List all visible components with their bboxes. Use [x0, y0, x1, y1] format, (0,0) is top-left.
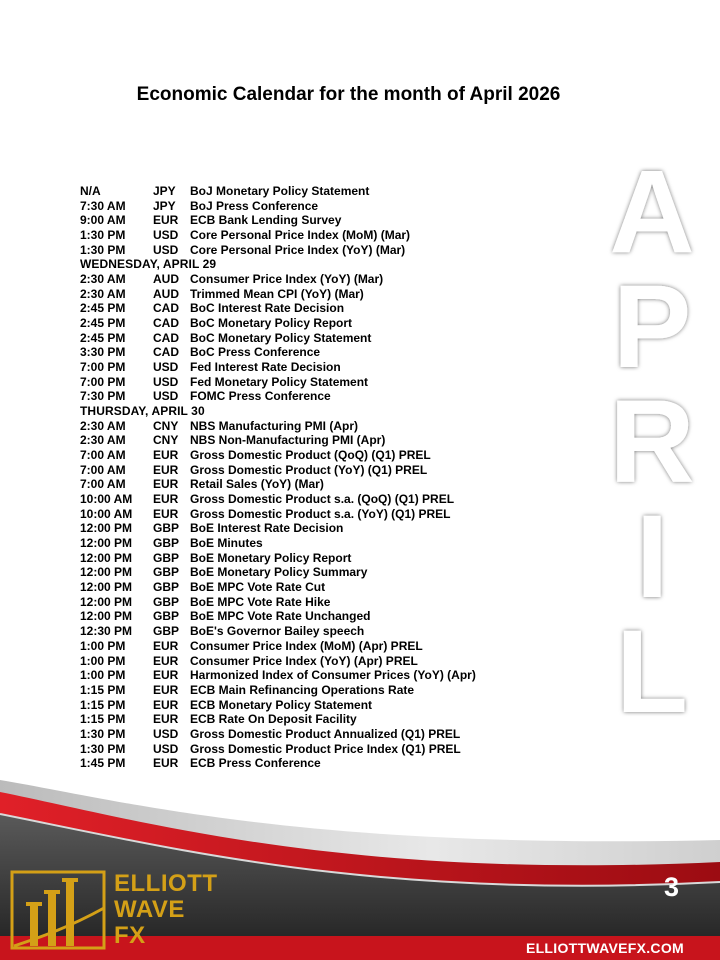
event-row	[80, 360, 620, 375]
event-row	[80, 331, 620, 346]
event-row	[80, 595, 620, 610]
event-name: Consumer Price Index (MoM) (Apr) PREL	[190, 638, 423, 653]
event-time: 10:00 AM	[80, 506, 133, 521]
page-number: 3	[664, 872, 680, 902]
event-row	[80, 345, 620, 360]
event-time: 3:30 PM	[80, 345, 126, 360]
event-time: 1:00 PM	[80, 668, 126, 683]
event-name: BoE MPC Vote Rate Unchanged	[190, 609, 371, 624]
event-time: 12:00 PM	[80, 609, 133, 624]
event-time: 7:00 AM	[80, 477, 126, 492]
event-time: 9:00 AM	[80, 213, 126, 228]
event-row	[80, 477, 620, 492]
event-currency: CAD	[153, 316, 179, 331]
event-time: 12:00 PM	[80, 550, 133, 565]
event-time: 12:00 PM	[80, 536, 133, 551]
event-currency: GBP	[153, 550, 180, 565]
event-time: 10:00 AM	[80, 492, 133, 507]
event-row	[80, 580, 620, 595]
event-name: Retail Sales (YoY) (Mar)	[190, 477, 324, 492]
page-title: Economic Calendar for the month of April 2026	[136, 84, 561, 105]
event-currency: EUR	[153, 712, 179, 727]
event-currency: CAD	[153, 330, 179, 345]
event-name: ECB Monetary Policy Statement	[190, 697, 373, 712]
event-row	[80, 492, 620, 507]
event-currency: EUR	[153, 668, 179, 683]
event-row	[80, 668, 620, 683]
event-row	[80, 609, 620, 624]
event-time: 1:15 PM	[80, 682, 126, 697]
event-row	[80, 389, 620, 404]
event-name: Trimmed Mean CPI (YoY) (Mar)	[190, 286, 364, 301]
event-name: Gross Domestic Product (YoY) (Q1) PREL	[190, 462, 428, 477]
event-name: BoC Monetary Policy Statement	[190, 330, 372, 345]
event-name: Gross Domestic Product Price Index (Q1) PREL	[190, 741, 461, 756]
event-currency: EUR	[153, 697, 179, 712]
website-link[interactable]: ELLIOTTWAVEFX.COM	[525, 940, 684, 956]
event-currency: CAD	[153, 301, 179, 316]
event-time: 1:30 PM	[80, 242, 126, 257]
event-time: 7:00 PM	[80, 374, 126, 389]
calendar-list	[80, 184, 620, 771]
event-currency: CAD	[153, 345, 179, 360]
event-row	[80, 287, 620, 302]
day-header: WEDNESDAY, APRIL 29	[80, 257, 217, 272]
event-row	[80, 463, 620, 478]
brand-logo	[8, 868, 230, 952]
event-name: BoE MPC Vote Rate Cut	[190, 580, 326, 595]
event-currency: GBP	[153, 565, 180, 580]
event-name: Consumer Price Index (YoY) (Mar)	[190, 272, 384, 287]
event-currency: CNY	[153, 418, 179, 433]
event-currency: EUR	[153, 213, 179, 228]
event-name: ECB Main Refinancing Operations Rate	[190, 682, 415, 697]
event-name: Gross Domestic Product Annualized (Q1) PREL	[190, 726, 461, 741]
event-row	[80, 184, 620, 199]
event-currency: EUR	[153, 756, 179, 771]
event-time: 12:00 PM	[80, 521, 133, 536]
day-header: THURSDAY, APRIL 30	[80, 404, 205, 419]
event-currency: EUR	[153, 653, 179, 668]
month-letter: I	[635, 491, 669, 623]
event-row	[80, 536, 620, 551]
month-letter: P	[612, 261, 692, 393]
event-currency: USD	[153, 389, 179, 404]
event-row	[80, 565, 620, 580]
event-time: 12:00 PM	[80, 594, 133, 609]
event-row	[80, 433, 620, 448]
event-currency: EUR	[153, 477, 179, 492]
event-row	[80, 228, 620, 243]
event-currency: GBP	[153, 624, 180, 639]
event-currency: EUR	[153, 682, 179, 697]
event-row	[80, 243, 620, 258]
event-time: 12:30 PM	[80, 624, 133, 639]
event-time: 12:00 PM	[80, 565, 133, 580]
event-row	[80, 301, 620, 316]
event-currency: GBP	[153, 521, 180, 536]
event-currency: USD	[153, 242, 179, 257]
event-name: ECB Rate On Deposit Facility	[190, 712, 357, 727]
event-name: NBS Manufacturing PMI (Apr)	[190, 418, 358, 433]
event-name: BoE's Governor Bailey speech	[190, 624, 365, 639]
event-time: 2:45 PM	[80, 330, 126, 345]
event-currency: GBP	[153, 594, 180, 609]
event-currency: EUR	[153, 448, 179, 463]
event-time: 7:00 AM	[80, 448, 126, 463]
event-name: BoC Monetary Policy Report	[190, 316, 353, 331]
event-name: BoE MPC Vote Rate Hike	[190, 594, 331, 609]
event-name: FOMC Press Conference	[190, 389, 331, 404]
event-time: 7:30 PM	[80, 389, 126, 404]
event-currency: EUR	[153, 638, 179, 653]
event-name: BoE Minutes	[190, 536, 263, 551]
logo-line-2: WAVE	[114, 896, 185, 923]
event-row	[80, 624, 620, 639]
event-time: N/A	[80, 184, 101, 198]
logo-line-1: ELLIOTT	[114, 870, 218, 897]
event-time: 7:00 PM	[80, 360, 126, 375]
event-currency: JPY	[153, 184, 176, 198]
event-currency: EUR	[153, 462, 179, 477]
event-row	[80, 272, 620, 287]
event-name: Fed Interest Rate Decision	[190, 360, 341, 375]
month-letter: R	[609, 376, 695, 508]
event-name: Fed Monetary Policy Statement	[190, 374, 369, 389]
logo-mark	[8, 868, 108, 952]
event-time: 2:45 PM	[80, 301, 126, 316]
event-row	[80, 712, 620, 727]
event-row	[80, 419, 620, 434]
event-time: 1:30 PM	[80, 228, 126, 243]
event-name: BoJ Press Conference	[190, 198, 319, 213]
event-currency: AUD	[153, 272, 179, 287]
event-row	[80, 654, 620, 669]
event-name: NBS Non-Manufacturing PMI (Apr)	[190, 433, 386, 448]
event-row	[80, 448, 620, 463]
event-time: 1:45 PM	[80, 756, 126, 771]
event-name: BoE Interest Rate Decision	[190, 521, 344, 536]
month-letter: A	[609, 150, 695, 278]
event-time: 1:00 PM	[80, 638, 126, 653]
event-name: ECB Press Conference	[190, 756, 321, 771]
event-name: Core Personal Price Index (MoM) (Mar)	[190, 228, 411, 243]
month-letter: L	[615, 606, 689, 738]
month-word	[590, 150, 720, 750]
event-row	[80, 742, 620, 757]
event-currency: GBP	[153, 580, 180, 595]
logo-line-3: FX	[114, 922, 146, 949]
event-currency: CNY	[153, 433, 179, 448]
event-time: 7:00 AM	[80, 462, 126, 477]
event-time: 1:15 PM	[80, 712, 126, 727]
event-name: Gross Domestic Product s.a. (QoQ) (Q1) PREL	[190, 492, 455, 507]
event-time: 2:30 AM	[80, 272, 126, 287]
event-row	[80, 551, 620, 566]
event-name: Core Personal Price Index (YoY) (Mar)	[190, 242, 406, 257]
event-currency: EUR	[153, 492, 179, 507]
event-time: 2:45 PM	[80, 316, 126, 331]
event-name: Gross Domestic Product s.a. (YoY) (Q1) PREL	[190, 506, 451, 521]
event-row	[80, 521, 620, 536]
event-name: BoC Interest Rate Decision	[190, 301, 345, 316]
event-time: 7:30 AM	[80, 198, 126, 213]
event-time: 1:00 PM	[80, 653, 126, 668]
event-currency: EUR	[153, 506, 179, 521]
event-time: 12:00 PM	[80, 580, 133, 595]
event-time: 1:15 PM	[80, 697, 126, 712]
event-currency: JPY	[153, 198, 176, 213]
event-row	[80, 639, 620, 654]
event-name: BoJ Monetary Policy Statement	[190, 184, 370, 198]
event-name: Gross Domestic Product (QoQ) (Q1) PREL	[190, 448, 431, 463]
event-currency: USD	[153, 741, 179, 756]
event-name: ECB Bank Lending Survey	[190, 213, 342, 228]
event-row	[80, 316, 620, 331]
event-currency: USD	[153, 374, 179, 389]
event-row	[80, 698, 620, 713]
event-time: 2:30 AM	[80, 286, 126, 301]
event-row	[80, 683, 620, 698]
event-name: BoC Press Conference	[190, 345, 321, 360]
month-word-decoration	[590, 150, 720, 750]
event-currency: USD	[153, 726, 179, 741]
event-row	[80, 213, 620, 228]
event-name: Consumer Price Index (YoY) (Apr) PREL	[190, 653, 418, 668]
event-name: Harmonized Index of Consumer Prices (YoY) (Apr)	[190, 668, 476, 683]
event-row	[80, 756, 620, 771]
event-currency: GBP	[153, 609, 180, 624]
event-time: 1:30 PM	[80, 741, 126, 756]
event-time: 2:30 AM	[80, 418, 126, 433]
event-name: BoE Monetary Policy Report	[190, 550, 352, 565]
event-name: BoE Monetary Policy Summary	[190, 565, 368, 580]
event-row	[80, 727, 620, 742]
event-row	[80, 199, 620, 214]
event-row	[80, 375, 620, 390]
event-time: 2:30 AM	[80, 433, 126, 448]
event-currency: USD	[153, 228, 179, 243]
event-time: 1:30 PM	[80, 726, 126, 741]
event-row	[80, 507, 620, 522]
event-currency: GBP	[153, 536, 180, 551]
event-currency: USD	[153, 360, 179, 375]
event-currency: AUD	[153, 286, 179, 301]
